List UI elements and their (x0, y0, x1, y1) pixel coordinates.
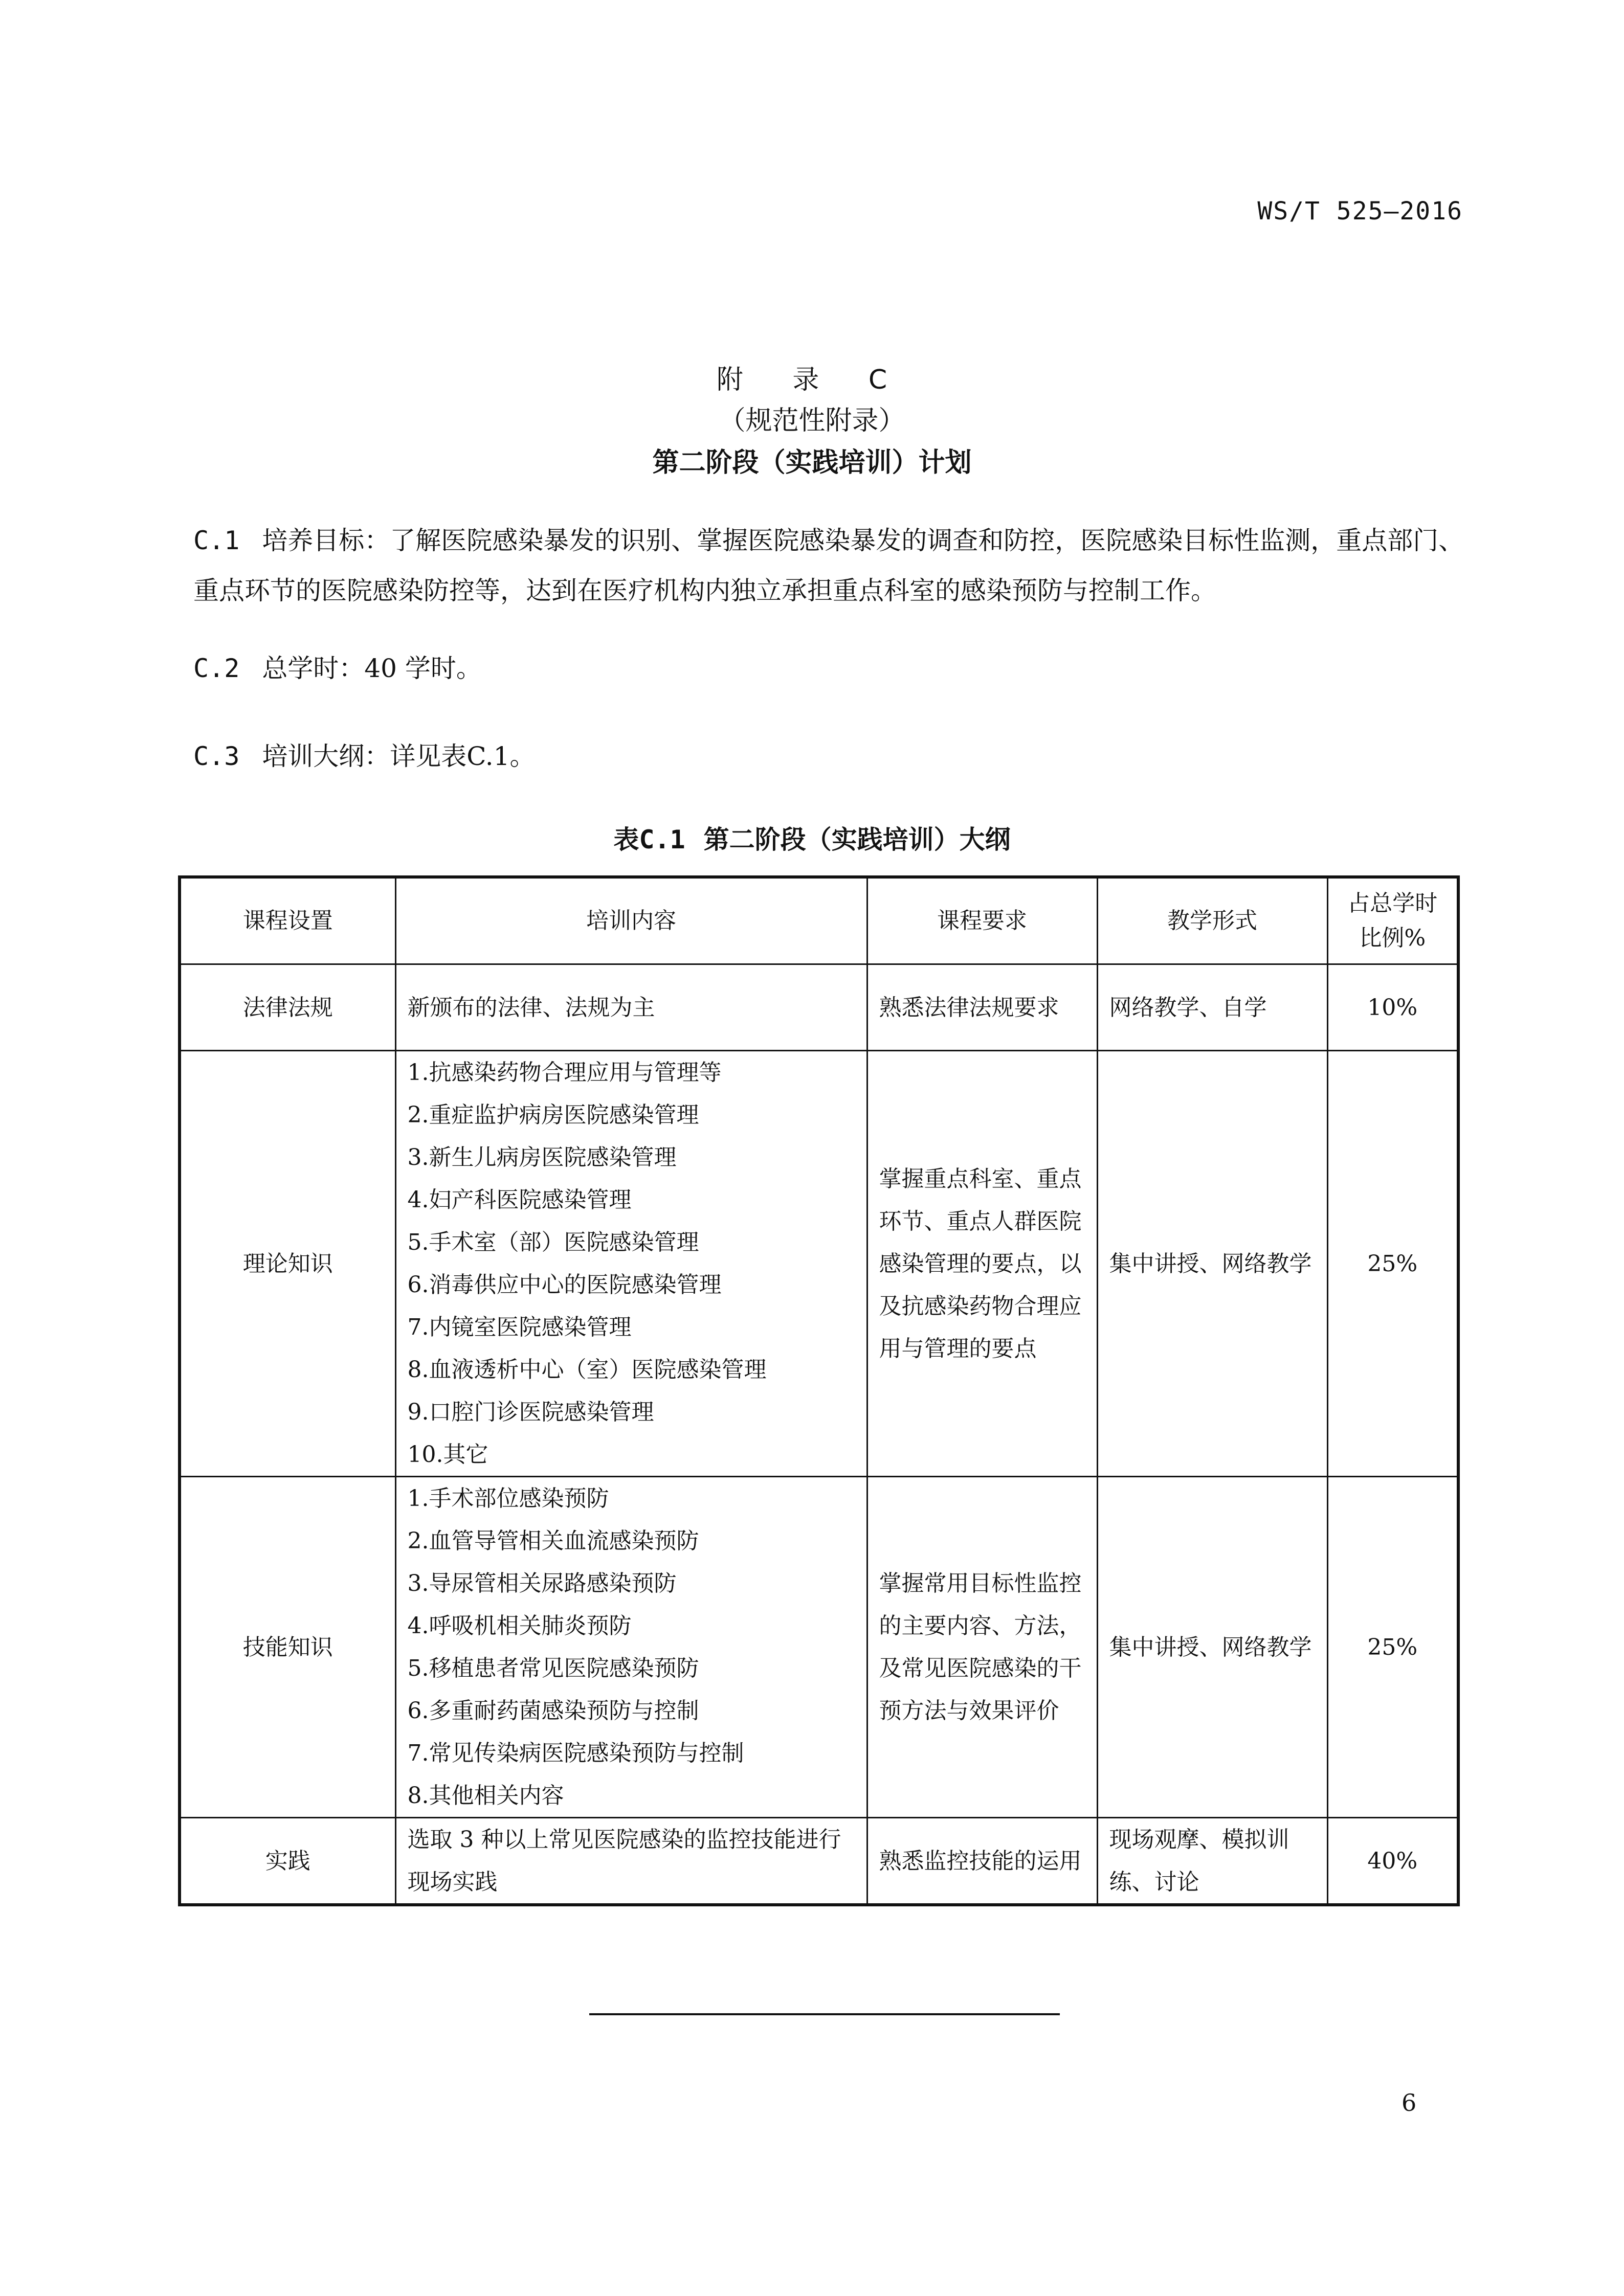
table-caption-title: 第二阶段（实践培训）大纲 (703, 825, 1011, 854)
table-header-row (180, 877, 1458, 964)
clause-c1 (193, 515, 1472, 616)
list-item: 4.呼吸机相关肺炎预防 (407, 1613, 632, 1639)
header-course: 课程设置 (180, 877, 395, 964)
list-item: 6.消毒供应中心的医院感染管理 (407, 1272, 722, 1298)
requirement-cell: 掌握重点科室、重点环节、重点人群医院感染管理的要点，以及抗感染药物合理应用与管理的要点 (867, 1051, 1097, 1477)
content-cell (395, 1051, 867, 1477)
clause-text: 培养目标：了解医院感染暴发的识别、掌握医院感染暴发的调查和防控，医院感染目标性监测，重点部门、重点环节的医院感染防控等，达到在医疗机构内独立承担重点科室的感染预防与控制工作。 (193, 526, 1464, 605)
clause-text: 总学时：40 学时。 (262, 654, 482, 683)
content-cell: 选取 3 种以上常见医院感染的监控技能进行现场实践 (395, 1818, 867, 1905)
list-item: 1.抗感染药物合理应用与管理等 (407, 1060, 722, 1086)
list-item: 7.常见传染病医院感染预防与控制 (407, 1740, 744, 1766)
list-item: 7.内镜室医院感染管理 (407, 1314, 632, 1340)
list-item: 5.移植患者常见医院感染预防 (407, 1655, 699, 1681)
requirement-cell: 掌握常用目标性监控的主要内容、方法，及常见医院感染的干预方法与效果评价 (867, 1477, 1097, 1818)
clause-c3 (193, 731, 1472, 781)
list-item: 2.血管导管相关血流感染预防 (407, 1528, 699, 1554)
content-cell: 新颁布的法律、法规为主 (395, 964, 867, 1051)
table-row (180, 964, 1458, 1051)
clause-number: C.1 (193, 526, 240, 555)
table-row (180, 1051, 1458, 1477)
standard-code: WS/T 525—2016 (1257, 197, 1463, 226)
form-cell: 网络教学、自学 (1097, 964, 1327, 1051)
header-requirement: 课程要求 (867, 877, 1097, 964)
ratio-cell: 25% (1327, 1051, 1458, 1477)
footer-divider (589, 2013, 1060, 2015)
list-item: 3.导尿管相关尿路感染预防 (407, 1570, 677, 1596)
clause-text: 培训大纲：详见表C.1。 (262, 741, 536, 771)
list-item: 3.新生儿病房医院感染管理 (407, 1144, 677, 1170)
page-number: 6 (1401, 2089, 1417, 2117)
ratio-cell: 10% (1327, 964, 1458, 1051)
annex-title: 第二阶段（实践培训）计划 (652, 447, 972, 478)
content-list (408, 1051, 855, 1476)
list-item: 8.其他相关内容 (407, 1783, 564, 1809)
list-item: 2.重症监护病房医院感染管理 (407, 1102, 699, 1128)
list-item: 4.妇产科医院感染管理 (407, 1187, 632, 1213)
list-item: 9.口腔门诊医院感染管理 (407, 1399, 654, 1425)
content-cell (395, 1477, 867, 1818)
course-cell: 技能知识 (180, 1477, 395, 1818)
requirement-cell: 熟悉监控技能的运用 (867, 1818, 1097, 1905)
form-cell: 现场观摩、模拟训练、讨论 (1097, 1818, 1327, 1905)
header-ratio: 占总学时比例% (1327, 877, 1458, 964)
course-cell: 理论知识 (180, 1051, 395, 1477)
ratio-cell: 25% (1327, 1477, 1458, 1818)
header-form: 教学形式 (1097, 877, 1327, 964)
header-content: 培训内容 (395, 877, 867, 964)
list-item: 10.其它 (407, 1442, 488, 1468)
list-item: 8.血液透析中心（室）医院感染管理 (407, 1357, 767, 1383)
ratio-cell: 40% (1327, 1818, 1458, 1905)
table-caption-number: 表C.1 (613, 825, 685, 854)
form-cell: 集中讲授、网络教学 (1097, 1477, 1327, 1818)
clause-c2 (193, 643, 1472, 693)
table-row (180, 1477, 1458, 1818)
clause-number: C.3 (193, 741, 240, 771)
list-item: 6.多重耐药菌感染预防与控制 (407, 1698, 699, 1724)
annex-type: （规范性附录） (719, 406, 905, 436)
course-cell: 法律法规 (180, 964, 395, 1051)
clause-number: C.2 (193, 654, 240, 683)
training-outline-table (178, 875, 1460, 1906)
form-cell: 集中讲授、网络教学 (1097, 1051, 1327, 1477)
requirement-cell: 熟悉法律法规要求 (867, 964, 1097, 1051)
content-list (408, 1477, 855, 1817)
list-item: 1.手术部位感染预防 (407, 1485, 609, 1512)
annex-label: 附 录 C (716, 365, 908, 395)
list-item: 5.手术室（部）医院感染管理 (407, 1229, 699, 1255)
course-cell: 实践 (180, 1818, 395, 1905)
table-caption (0, 819, 1624, 856)
table-row (180, 1818, 1458, 1905)
